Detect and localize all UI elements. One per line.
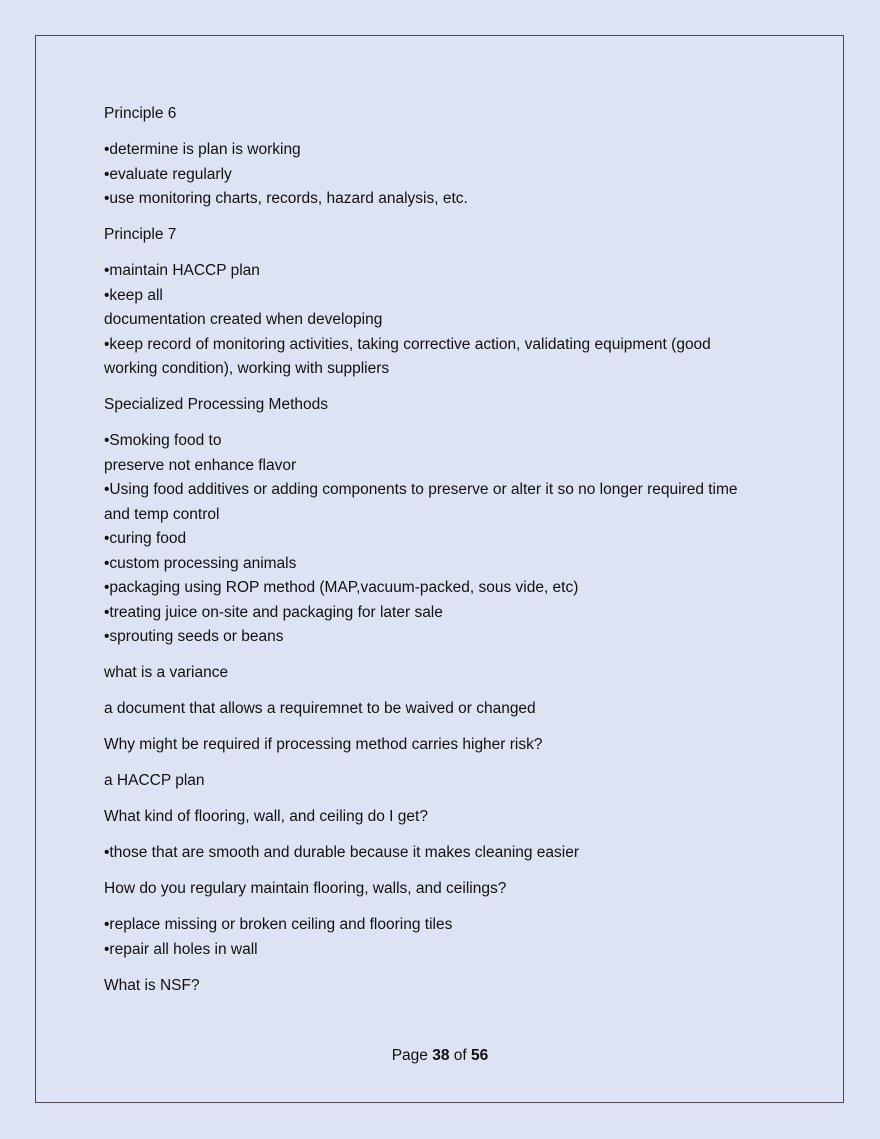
text-line: a HACCP plan xyxy=(104,772,205,789)
text-line: •maintain HACCP plan xyxy=(104,262,260,279)
paragraph xyxy=(104,393,784,418)
paragraph xyxy=(104,429,784,650)
text-line: a document that allows a requiremnet to be waived or changed xyxy=(104,700,536,717)
paragraph xyxy=(104,877,784,902)
text-line: •replace missing or broken ceiling and flooring tiles xyxy=(104,916,453,933)
text-line: •those that are smooth and durable because it makes cleaning easier xyxy=(104,844,580,861)
paragraph xyxy=(104,913,784,962)
text-line: Principle 6 xyxy=(104,105,177,122)
text-line: •keep all xyxy=(104,286,163,304)
text-line: •Smoking food to xyxy=(104,432,222,449)
text-line: Why might be required if processing method carries higher risk? xyxy=(104,736,543,753)
paragraph xyxy=(104,138,784,212)
text-line: •curing food xyxy=(104,530,187,547)
text-line: documentation created when developing xyxy=(104,311,383,328)
paragraph xyxy=(104,841,784,866)
text-line: and temp control xyxy=(104,505,220,523)
paragraph xyxy=(104,697,784,722)
text-line: what is a variance xyxy=(104,664,229,681)
text-line: How do you regulary maintain flooring, walls, and ceilings? xyxy=(104,880,507,897)
text-line: •packaging using ROP method (MAP,vacuum-packed, sous vide, etc) xyxy=(104,579,579,596)
page-footer xyxy=(0,1044,880,1068)
paragraph xyxy=(104,805,784,830)
page-of-label: of xyxy=(453,1047,467,1064)
text-line: •evaluate regularly xyxy=(104,165,232,183)
text-line: •treating juice on-site and packaging for later sale xyxy=(104,603,443,621)
text-line: working condition), working with suppliers xyxy=(104,360,390,377)
text-line: •sprouting seeds or beans xyxy=(104,628,284,645)
document-body xyxy=(104,102,784,1010)
text-line: •determine is plan is working xyxy=(104,141,301,158)
paragraph xyxy=(104,223,784,248)
paragraph xyxy=(104,661,784,686)
text-line: Principle 7 xyxy=(104,226,177,243)
paragraph xyxy=(104,733,784,758)
text-line: •repair all holes in wall xyxy=(104,940,258,958)
text-line: •custom processing animals xyxy=(104,554,297,572)
paragraph xyxy=(104,974,784,999)
paragraph xyxy=(104,259,784,382)
text-line: What kind of flooring, wall, and ceiling do I get? xyxy=(104,808,428,825)
total-page-count: 56 xyxy=(471,1047,489,1064)
text-line: Specialized Processing Methods xyxy=(104,396,329,413)
text-line: •keep record of monitoring activities, taking corrective action, validating equipment (good xyxy=(104,335,711,353)
page-label: Page xyxy=(391,1047,428,1064)
text-line: preserve not enhance flavor xyxy=(104,456,297,474)
current-page-number: 38 xyxy=(432,1047,450,1064)
paragraph xyxy=(104,102,784,127)
paragraph xyxy=(104,769,784,794)
text-line: What is NSF? xyxy=(104,976,200,994)
text-line: •Using food additives or adding components to preserve or alter it so no longer required time xyxy=(104,481,738,498)
text-line: •use monitoring charts, records, hazard analysis, etc. xyxy=(104,190,468,207)
